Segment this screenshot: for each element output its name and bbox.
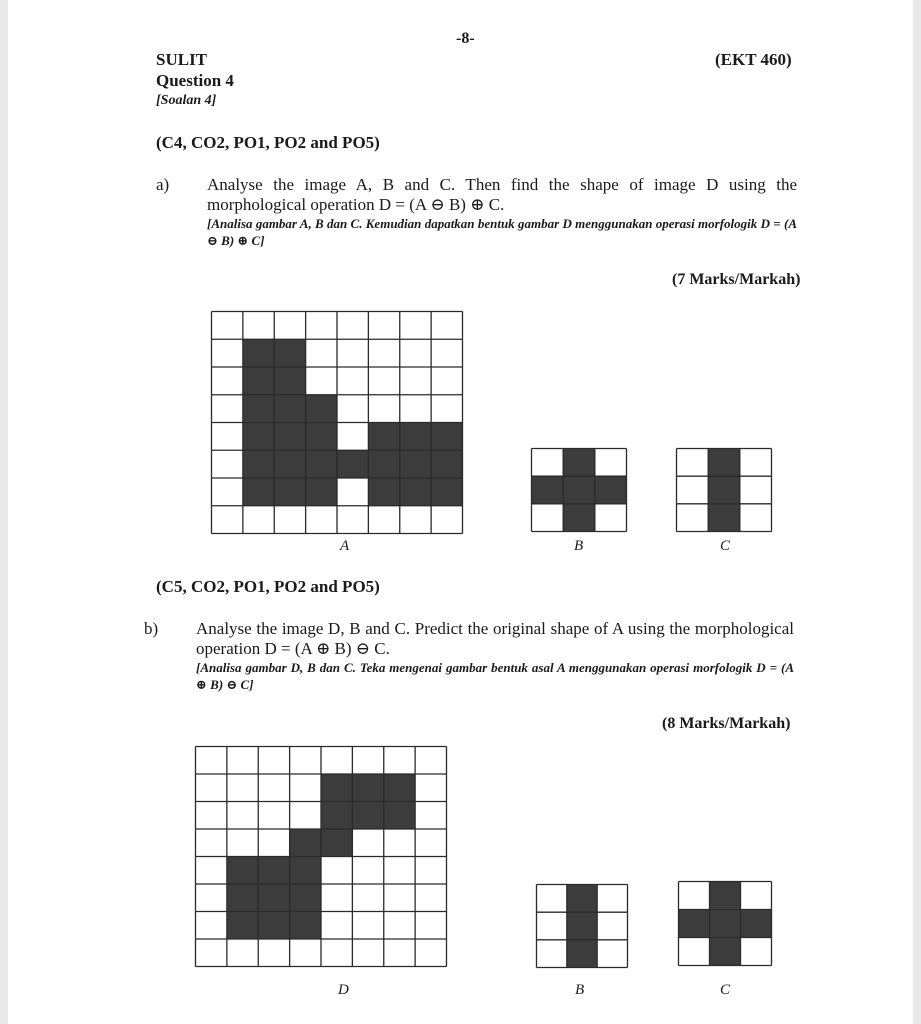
- figure-b-D-pixel-r0-c6-off: [384, 747, 415, 775]
- figure-a-A-pixel-r4-c6-on: [400, 423, 431, 451]
- figure-a-A-pixel-r4-c3-on: [306, 423, 337, 451]
- figure-a-A-pixel-r3-c7-off: [431, 395, 462, 423]
- figure-b-D-pixel-r3-c7-off: [415, 829, 446, 857]
- figure-a-A-pixel-r5-c6-on: [400, 450, 431, 478]
- figure-a-B-pixel-r2-c1-on: [563, 504, 595, 532]
- figure-a-C-pixel-r1-c1-on: [708, 476, 740, 504]
- figure-a-B-pixel-r1-c0-on: [532, 476, 564, 504]
- figure-b-D-pixel-r1-c1-off: [227, 774, 258, 802]
- figure-b-B-pixel-r0-c0-off: [537, 885, 567, 913]
- figure-b-label-B: B: [575, 982, 585, 998]
- figure-b-D-pixel-r4-c4-off: [321, 857, 352, 885]
- figure-a-A-pixel-r0-c6-off: [400, 312, 431, 340]
- figure-b-D-pixel-r6-c3-on: [290, 912, 321, 940]
- figure-a-A-pixel-r0-c0-off: [212, 312, 243, 340]
- figure-b-D-pixel-r2-c1-off: [227, 802, 258, 830]
- figure-a-A-pixel-r2-c5-off: [368, 367, 399, 395]
- figure-a-A-pixel-r0-c7-off: [431, 312, 462, 340]
- figure-b-B-pixel-r1-c0-off: [537, 912, 567, 940]
- figure-b-D-pixel-r6-c1-on: [227, 912, 258, 940]
- figure-b-D-pixel-r7-c5-off: [352, 939, 383, 967]
- part-b-outcomes: (C5, CO2, PO1, PO2 and PO5): [156, 577, 380, 596]
- exam-page: [8, 0, 913, 1024]
- figure-a-A-pixel-r6-c2-on: [274, 478, 305, 506]
- figure-a-B-pixel-r0-c0-off: [532, 449, 564, 477]
- figure-b-D-pixel-r1-c7-off: [415, 774, 446, 802]
- figure-b-D-pixel-r6-c0-off: [196, 912, 227, 940]
- figure-b-D-pixel-r5-c3-on: [290, 884, 321, 912]
- figure-b-C-pixel-r0-c1-on: [710, 882, 741, 910]
- figure-b-image-B: [535, 883, 629, 969]
- part-b-translation: [Analisa gambar D, B dan C. Teka mengenai gambar bentuk asal A menggunakan operasi morfologik D = (A ⊕ B) ⊖ C]: [196, 660, 794, 692]
- figure-b-D-pixel-r5-c1-on: [227, 884, 258, 912]
- figure-b-B-pixel-r0-c1-on: [567, 885, 597, 913]
- figure-a-A-pixel-r6-c5-on: [368, 478, 399, 506]
- figure-b-D-pixel-r6-c2-on: [258, 912, 289, 940]
- figure-a-A-pixel-r6-c6-on: [400, 478, 431, 506]
- figure-b-D-pixel-r4-c0-off: [196, 857, 227, 885]
- figure-b-D-pixel-r0-c7-off: [415, 747, 446, 775]
- figure-b-D-pixel-r2-c6-on: [384, 802, 415, 830]
- figure-a-A-pixel-r4-c2-on: [274, 423, 305, 451]
- figure-b-D-pixel-r7-c6-off: [384, 939, 415, 967]
- figure-b-D-pixel-r7-c0-off: [196, 939, 227, 967]
- figure-a-B-pixel-r2-c2-off: [595, 504, 627, 532]
- figure-a-A-pixel-r0-c5-off: [368, 312, 399, 340]
- figure-b-B-pixel-r1-c2-off: [597, 912, 627, 940]
- figure-a-A-pixel-r2-c2-on: [274, 367, 305, 395]
- figure-a-A-pixel-r1-c0-off: [212, 339, 243, 367]
- figure-a-A-pixel-r2-c6-off: [400, 367, 431, 395]
- figure-a-A-pixel-r7-c7-off: [431, 506, 462, 534]
- figure-a-A-pixel-r7-c6-off: [400, 506, 431, 534]
- figure-a-C-pixel-r2-c2-off: [740, 504, 772, 532]
- part-b-text: Analyse the image D, B and C. Predict the original shape of A using the morphological operation D = (A ⊕ B) ⊖ C.: [196, 619, 794, 658]
- figure-b-D-pixel-r7-c4-off: [321, 939, 352, 967]
- figure-a-A-pixel-r2-c3-off: [306, 367, 337, 395]
- figure-b-D-pixel-r3-c1-off: [227, 829, 258, 857]
- figure-b-D-pixel-r1-c0-off: [196, 774, 227, 802]
- part-b-label: b): [144, 619, 159, 638]
- figure-a-B-pixel-r0-c2-off: [595, 449, 627, 477]
- figure-b-label-D: D: [338, 982, 349, 998]
- figure-b-D-pixel-r2-c4-on: [321, 802, 352, 830]
- figure-b-D-pixel-r0-c0-off: [196, 747, 227, 775]
- figure-b-D-pixel-r3-c2-off: [258, 829, 289, 857]
- figure-a-A-pixel-r5-c2-on: [274, 450, 305, 478]
- figure-b-D-pixel-r3-c3-on: [290, 829, 321, 857]
- figure-b-C-pixel-r2-c2-off: [741, 938, 772, 966]
- figure-a-A-pixel-r2-c0-off: [212, 367, 243, 395]
- figure-b-label-C: C: [720, 982, 731, 998]
- figure-a-A-pixel-r6-c1-on: [243, 478, 274, 506]
- figure-a-A-pixel-r6-c7-on: [431, 478, 462, 506]
- figure-a-B-pixel-r1-c2-on: [595, 476, 627, 504]
- figure-b-D-pixel-r4-c3-on: [290, 857, 321, 885]
- figure-b-B-pixel-r2-c0-off: [537, 940, 567, 968]
- figure-b-C-pixel-r2-c1-on: [710, 938, 741, 966]
- figure-b-D-pixel-r3-c0-off: [196, 829, 227, 857]
- figure-b-B-pixel-r2-c2-off: [597, 940, 627, 968]
- figure-b-D-pixel-r0-c1-off: [227, 747, 258, 775]
- figure-a-B-pixel-r2-c0-off: [532, 504, 564, 532]
- question-title-translation: [Soalan 4]: [156, 93, 217, 108]
- figure-b-image-D: [194, 745, 448, 968]
- figure-a-A-pixel-r1-c1-on: [243, 339, 274, 367]
- figure-b-D-pixel-r2-c5-on: [352, 802, 383, 830]
- figure-a-label-B: B: [574, 538, 584, 554]
- figure-b-D-pixel-r6-c6-off: [384, 912, 415, 940]
- figure-b-D-pixel-r1-c6-on: [384, 774, 415, 802]
- figure-b-B-pixel-r2-c1-on: [567, 940, 597, 968]
- figure-a-A-pixel-r1-c5-off: [368, 339, 399, 367]
- figure-a-B-pixel-r0-c1-on: [563, 449, 595, 477]
- figure-a-A-pixel-r5-c5-on: [368, 450, 399, 478]
- figure-a-C-pixel-r0-c1-on: [708, 449, 740, 477]
- figure-b-D-pixel-r5-c4-off: [321, 884, 352, 912]
- figure-b-D-pixel-r6-c7-off: [415, 912, 446, 940]
- figure-b-C-pixel-r0-c2-off: [741, 882, 772, 910]
- figure-a-A-pixel-r4-c7-on: [431, 423, 462, 451]
- figure-b-D-pixel-r5-c5-off: [352, 884, 383, 912]
- figure-a-A-pixel-r2-c7-off: [431, 367, 462, 395]
- figure-a-A-pixel-r0-c2-off: [274, 312, 305, 340]
- figure-b-image-C: [677, 880, 773, 967]
- figure-a-A-pixel-r5-c4-on: [337, 450, 368, 478]
- figure-a-C-pixel-r0-c2-off: [740, 449, 772, 477]
- figure-a-A-pixel-r7-c2-off: [274, 506, 305, 534]
- figure-b-D-pixel-r4-c5-off: [352, 857, 383, 885]
- figure-a-A-pixel-r5-c0-off: [212, 450, 243, 478]
- figure-b-D-pixel-r5-c7-off: [415, 884, 446, 912]
- figure-b-D-pixel-r5-c6-off: [384, 884, 415, 912]
- figure-a-A-pixel-r5-c1-on: [243, 450, 274, 478]
- figure-b-C-pixel-r1-c2-on: [741, 910, 772, 938]
- sulit-label: SULIT: [156, 50, 208, 69]
- figure-b-D-pixel-r0-c5-off: [352, 747, 383, 775]
- figure-b-B-pixel-r0-c2-off: [597, 885, 627, 913]
- figure-a-A-pixel-r3-c0-off: [212, 395, 243, 423]
- figure-b-C-pixel-r2-c0-off: [679, 938, 710, 966]
- part-a-marks: (7 Marks/Markah): [672, 271, 801, 288]
- figure-b-D-pixel-r5-c0-off: [196, 884, 227, 912]
- figure-a-A-pixel-r4-c0-off: [212, 423, 243, 451]
- figure-b-D-pixel-r2-c7-off: [415, 802, 446, 830]
- figure-b-D-pixel-r1-c5-on: [352, 774, 383, 802]
- figure-b-D-pixel-r6-c4-off: [321, 912, 352, 940]
- part-a-translation: [Analisa gambar A, B dan C. Kemudian dapatkan bentuk gambar D menggunakan operasi morfologik D = (A ⊖ B) ⊕ C]: [207, 216, 797, 248]
- figure-a-A-pixel-r5-c3-on: [306, 450, 337, 478]
- figure-b-D-pixel-r2-c3-off: [290, 802, 321, 830]
- figure-a-A-pixel-r3-c5-off: [368, 395, 399, 423]
- figure-a-label-C: C: [720, 538, 731, 554]
- page-number: -8-: [456, 30, 475, 47]
- figure-a-C-pixel-r1-c0-off: [677, 476, 709, 504]
- course-code: (EKT 460): [715, 50, 792, 69]
- figure-b-D-pixel-r3-c5-off: [352, 829, 383, 857]
- figure-a-A-pixel-r1-c7-off: [431, 339, 462, 367]
- figure-a-image-A: [210, 310, 464, 535]
- figure-a-A-pixel-r3-c3-on: [306, 395, 337, 423]
- figure-b-C-pixel-r1-c0-on: [679, 910, 710, 938]
- figure-b-D-pixel-r7-c1-off: [227, 939, 258, 967]
- figure-a-B-pixel-r1-c1-on: [563, 476, 595, 504]
- part-a-label: a): [156, 175, 170, 194]
- figure-b-D-pixel-r7-c7-off: [415, 939, 446, 967]
- figure-a-A-pixel-r5-c7-on: [431, 450, 462, 478]
- figure-a-A-pixel-r6-c4-off: [337, 478, 368, 506]
- figure-a-A-pixel-r3-c4-off: [337, 395, 368, 423]
- figure-a-A-pixel-r3-c6-off: [400, 395, 431, 423]
- figure-b-D-pixel-r1-c2-off: [258, 774, 289, 802]
- figure-a-A-pixel-r6-c3-on: [306, 478, 337, 506]
- figure-b-D-pixel-r1-c3-off: [290, 774, 321, 802]
- figure-a-label-A: A: [340, 538, 350, 554]
- figure-a-A-pixel-r6-c0-off: [212, 478, 243, 506]
- figure-b-D-pixel-r7-c3-off: [290, 939, 321, 967]
- figure-a-A-pixel-r7-c4-off: [337, 506, 368, 534]
- figure-b-D-pixel-r1-c4-on: [321, 774, 352, 802]
- figure-b-D-pixel-r2-c2-off: [258, 802, 289, 830]
- figure-a-C-pixel-r2-c1-on: [708, 504, 740, 532]
- figure-b-D-pixel-r4-c1-on: [227, 857, 258, 885]
- figure-a-C-pixel-r2-c0-off: [677, 504, 709, 532]
- figure-b-B-pixel-r1-c1-on: [567, 912, 597, 940]
- figure-a-C-pixel-r1-c2-off: [740, 476, 772, 504]
- figure-a-A-pixel-r7-c1-off: [243, 506, 274, 534]
- figure-b-D-pixel-r6-c5-off: [352, 912, 383, 940]
- figure-a-A-pixel-r2-c1-on: [243, 367, 274, 395]
- figure-b-D-pixel-r4-c6-off: [384, 857, 415, 885]
- figure-a-C-pixel-r0-c0-off: [677, 449, 709, 477]
- figure-a-A-pixel-r3-c2-on: [274, 395, 305, 423]
- figure-a-A-pixel-r1-c4-off: [337, 339, 368, 367]
- figure-b-D-pixel-r0-c3-off: [290, 747, 321, 775]
- figure-b-D-pixel-r4-c2-on: [258, 857, 289, 885]
- figure-b-D-pixel-r3-c6-off: [384, 829, 415, 857]
- figure-b-D-pixel-r7-c2-off: [258, 939, 289, 967]
- figure-a-A-pixel-r4-c4-off: [337, 423, 368, 451]
- figure-b-D-pixel-r3-c4-on: [321, 829, 352, 857]
- figure-b-D-pixel-r4-c7-off: [415, 857, 446, 885]
- figure-a-A-pixel-r7-c0-off: [212, 506, 243, 534]
- figure-a-A-pixel-r1-c6-off: [400, 339, 431, 367]
- figure-a-A-pixel-r7-c3-off: [306, 506, 337, 534]
- figure-a-A-pixel-r0-c1-off: [243, 312, 274, 340]
- figure-b-D-pixel-r5-c2-on: [258, 884, 289, 912]
- figure-a-A-pixel-r3-c1-on: [243, 395, 274, 423]
- figure-a-image-C: [675, 447, 773, 533]
- figure-b-D-pixel-r0-c4-off: [321, 747, 352, 775]
- figure-a-A-pixel-r7-c5-off: [368, 506, 399, 534]
- figure-b-D-pixel-r0-c2-off: [258, 747, 289, 775]
- figure-a-A-pixel-r4-c5-on: [368, 423, 399, 451]
- part-a-text: Analyse the image A, B and C. Then find the shape of image D using the morphological operation D = (A ⊖ B) ⊕ C.: [207, 175, 797, 214]
- figure-b-C-pixel-r1-c1-on: [710, 910, 741, 938]
- part-b-marks: (8 Marks/Markah): [662, 715, 791, 732]
- figure-a-A-pixel-r1-c2-on: [274, 339, 305, 367]
- question-title: Question 4: [156, 71, 234, 90]
- figure-a-A-pixel-r2-c4-off: [337, 367, 368, 395]
- figure-a-A-pixel-r0-c4-off: [337, 312, 368, 340]
- figure-a-image-B: [530, 447, 628, 533]
- figure-b-C-pixel-r0-c0-off: [679, 882, 710, 910]
- figure-a-A-pixel-r4-c1-on: [243, 423, 274, 451]
- figure-b-D-pixel-r2-c0-off: [196, 802, 227, 830]
- part-a-outcomes: (C4, CO2, PO1, PO2 and PO5): [156, 133, 380, 152]
- figure-a-A-pixel-r1-c3-off: [306, 339, 337, 367]
- figure-a-A-pixel-r0-c3-off: [306, 312, 337, 340]
